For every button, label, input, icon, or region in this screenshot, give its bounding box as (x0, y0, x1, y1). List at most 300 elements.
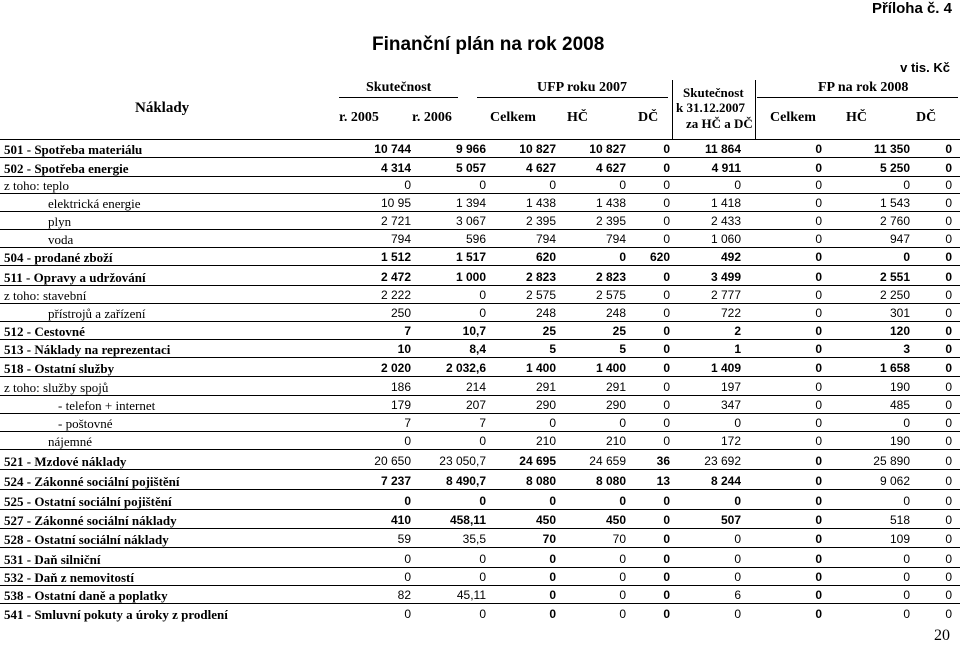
cell: 2 020 (380, 361, 411, 375)
table-row (0, 604, 960, 622)
cell: 0 (549, 178, 556, 192)
cell: 0 (663, 361, 670, 375)
cell: 0 (945, 552, 952, 566)
cell: 8,4 (469, 342, 486, 356)
cell: 10 827 (519, 142, 556, 156)
table-row (0, 472, 960, 490)
cell: 0 (945, 454, 952, 468)
cell: 0 (619, 570, 626, 584)
cell: 3 067 (455, 214, 486, 228)
cell: 8 244 (710, 474, 741, 488)
cell: 0 (549, 494, 556, 508)
cell: 2 823 (525, 270, 556, 284)
cell: 0 (815, 454, 822, 468)
header-celkem-fp: Celkem (770, 110, 816, 125)
cell: 24 659 (589, 454, 626, 468)
header-divider (339, 97, 458, 98)
cell: 0 (815, 288, 822, 302)
cell: 0 (549, 607, 556, 621)
cell: 0 (815, 270, 822, 284)
header-dc-ufp: DČ (638, 110, 659, 125)
page-number: 20 (934, 627, 950, 644)
cell: 5 (619, 342, 626, 356)
cell: 11 350 (873, 142, 910, 156)
cell: 2 777 (710, 288, 741, 302)
row-label: 513 - Náklady na reprezentaci (4, 342, 171, 357)
cell: 0 (734, 178, 741, 192)
cell: 0 (815, 361, 822, 375)
cell: 0 (734, 494, 741, 508)
table-row (0, 322, 960, 340)
cell: 10 95 (380, 196, 411, 210)
header-divider (672, 80, 673, 139)
cell: 0 (815, 342, 822, 356)
cell: 0 (479, 607, 486, 621)
cell: 0 (903, 552, 910, 566)
table-row (0, 530, 960, 548)
cell: 290 (535, 398, 556, 412)
cell: 0 (945, 607, 952, 621)
cell: 0 (945, 570, 952, 584)
cell: 13 (656, 474, 670, 488)
cell: 20 650 (374, 454, 411, 468)
cell: 120 (889, 324, 910, 338)
cell: 0 (479, 288, 486, 302)
table-row (0, 432, 960, 450)
header-ufp: UFP roku 2007 (537, 80, 627, 95)
cell: 0 (815, 306, 822, 320)
cell: 0 (663, 570, 670, 584)
cell: 0 (815, 494, 822, 508)
cell: 458,11 (449, 513, 486, 527)
cell: 0 (619, 416, 626, 430)
row-label: 504 - prodané zboží (4, 250, 113, 265)
row-label: z toho: teplo (4, 178, 69, 193)
cell: 0 (663, 588, 670, 602)
row-label: voda (48, 232, 74, 247)
cell: 794 (605, 232, 626, 246)
cell: 0 (945, 306, 952, 320)
table-row (0, 340, 960, 358)
header-divider (477, 97, 668, 98)
cell: 2 760 (879, 214, 910, 228)
table-row (0, 511, 960, 529)
cell: 0 (945, 142, 952, 156)
cell: 1 418 (710, 196, 741, 210)
cell: 0 (815, 214, 822, 228)
table-row (0, 550, 960, 568)
cell: 0 (619, 552, 626, 566)
cell: 0 (945, 513, 952, 527)
row-label: 511 - Opravy a udržování (4, 270, 146, 285)
cell: 0 (945, 324, 952, 338)
cell: 172 (720, 434, 741, 448)
cell: 794 (390, 232, 411, 246)
cell: 0 (663, 398, 670, 412)
cell: 450 (535, 513, 556, 527)
header-skutecnost-2007-l1: Skutečnost (683, 85, 744, 100)
cell: 59 (397, 532, 411, 546)
cell: 0 (815, 161, 822, 175)
header-celkem-ufp: Celkem (490, 110, 536, 125)
cell: 0 (663, 178, 670, 192)
cell: 291 (535, 380, 556, 394)
cell: 0 (815, 513, 822, 527)
row-label: 528 - Ostatní sociální náklady (4, 532, 169, 547)
cell: 0 (549, 570, 556, 584)
cell: 410 (390, 513, 411, 527)
cell: 3 (903, 342, 910, 356)
cell: 794 (535, 232, 556, 246)
cell: 0 (945, 342, 952, 356)
cell: 1 000 (455, 270, 486, 284)
cell: 0 (734, 570, 741, 584)
cell: 507 (720, 513, 741, 527)
cell: 0 (815, 532, 822, 546)
cell: 4 314 (380, 161, 411, 175)
cell: 0 (663, 434, 670, 448)
table-row (0, 268, 960, 286)
cell: 2 433 (710, 214, 741, 228)
cell: 0 (903, 250, 910, 264)
cell: 0 (945, 214, 952, 228)
row-label: 518 - Ostatní služby (4, 361, 115, 376)
cell: 0 (479, 306, 486, 320)
cell: 290 (605, 398, 626, 412)
cell: 0 (734, 552, 741, 566)
cell: 197 (720, 380, 741, 394)
row-label: nájemné (48, 434, 93, 449)
cell: 36 (656, 454, 670, 468)
cell: 0 (903, 570, 910, 584)
cell: 0 (815, 178, 822, 192)
cell: 2 032,6 (445, 361, 486, 375)
table-row (0, 414, 960, 432)
cell: 0 (945, 474, 952, 488)
cell: 518 (889, 513, 910, 527)
header-hc-fp: HČ (846, 110, 867, 125)
cell: 0 (479, 570, 486, 584)
cell: 70 (542, 532, 556, 546)
cell: 207 (465, 398, 486, 412)
cell: 7 (404, 324, 411, 338)
cell: 0 (619, 588, 626, 602)
cell: 8 080 (525, 474, 556, 488)
table-row (0, 304, 960, 322)
cell: 1 438 (595, 196, 626, 210)
cell: 8 490,7 (445, 474, 486, 488)
cell: 4 911 (711, 161, 741, 175)
cell: 0 (945, 588, 952, 602)
row-label: 521 - Mzdové náklady (4, 454, 127, 469)
cell: 0 (903, 178, 910, 192)
cell: 8 080 (595, 474, 626, 488)
row-label: 527 - Zákonné sociální náklady (4, 513, 177, 528)
row-label: 501 - Spotřeba materiálu (4, 142, 143, 157)
cell: 0 (945, 380, 952, 394)
cell: 0 (404, 178, 411, 192)
cell: 0 (945, 232, 952, 246)
cell: 0 (945, 196, 952, 210)
table-row (0, 286, 960, 304)
cell: 9 062 (879, 474, 910, 488)
cell: 1 400 (595, 361, 626, 375)
header-dc-fp: DČ (916, 110, 937, 125)
table-row (0, 159, 960, 177)
cell: 620 (649, 250, 670, 264)
cell: 0 (815, 607, 822, 621)
cell: 250 (390, 306, 411, 320)
cell: 1 543 (879, 196, 910, 210)
cell: 0 (663, 232, 670, 246)
cell: 0 (815, 416, 822, 430)
cell: 0 (945, 178, 952, 192)
cell: 0 (404, 494, 411, 508)
cell: 0 (815, 142, 822, 156)
cell: 0 (815, 196, 822, 210)
cell: 0 (734, 607, 741, 621)
cell: 1 512 (380, 250, 411, 264)
cell: 5 (549, 342, 556, 356)
row-label: z toho: služby spojů (4, 380, 109, 395)
cell: 2 (734, 324, 741, 338)
cell: 2 551 (879, 270, 910, 284)
cell: 0 (903, 416, 910, 430)
cell: 109 (889, 532, 910, 546)
cell: 0 (945, 288, 952, 302)
cell: 450 (605, 513, 626, 527)
cell: 1 658 (879, 361, 910, 375)
cell: 485 (889, 398, 910, 412)
cell: 0 (549, 588, 556, 602)
header-hc-ufp: HČ (567, 110, 588, 125)
cell: 0 (619, 494, 626, 508)
cell: 190 (889, 380, 910, 394)
cell: 0 (663, 380, 670, 394)
table-row (0, 492, 960, 510)
table-row (0, 194, 960, 212)
cell: 210 (535, 434, 556, 448)
cell: 2 395 (525, 214, 556, 228)
row-label: - poštovné (58, 416, 113, 431)
cell: 0 (619, 607, 626, 621)
cell: 1 517 (455, 250, 486, 264)
cell: 0 (663, 288, 670, 302)
header-skutecnost-2007-l3: za HČ a DČ (686, 116, 753, 131)
cell: 1 438 (525, 196, 556, 210)
cell: 0 (815, 474, 822, 488)
row-label: z toho: stavební (4, 288, 87, 303)
cell: 45,11 (456, 588, 486, 602)
cell: 70 (612, 532, 626, 546)
cell: 3 499 (710, 270, 741, 284)
cell: 0 (479, 178, 486, 192)
cell: 947 (889, 232, 910, 246)
cell: 5 250 (879, 161, 910, 175)
cell: 0 (404, 607, 411, 621)
cell: 0 (945, 250, 952, 264)
row-label: 541 - Smluvní pokuty a úroky z prodlení (4, 607, 228, 622)
cell: 0 (479, 434, 486, 448)
header-skutecnost-2007-l2: k 31.12.2007 (676, 100, 745, 115)
cell: 0 (663, 270, 670, 284)
cell: 6 (734, 588, 741, 602)
cell: 0 (815, 434, 822, 448)
header-divider (757, 97, 958, 98)
table-row (0, 140, 960, 158)
cell: 9 966 (455, 142, 486, 156)
cell: 10 827 (589, 142, 626, 156)
unit-label: v tis. Kč (900, 60, 950, 75)
cell: 0 (404, 552, 411, 566)
cell: 35,5 (462, 532, 486, 546)
header-naklady: Náklady (135, 100, 190, 116)
cell: 0 (479, 494, 486, 508)
cell: 7 (404, 416, 411, 430)
cell: 0 (549, 416, 556, 430)
table-row (0, 248, 960, 266)
cell: 10,7 (462, 324, 486, 338)
page-title: Finanční plán na rok 2008 (372, 34, 605, 55)
appendix-label: Příloha č. 4 (871, 0, 952, 17)
cell: 0 (815, 570, 822, 584)
cell: 0 (479, 552, 486, 566)
cell: 0 (945, 494, 952, 508)
header-r2006: r. 2006 (412, 110, 452, 125)
cell: 347 (720, 398, 741, 412)
cell: 4 627 (525, 161, 556, 175)
cell: 2 395 (595, 214, 626, 228)
cell: 1 409 (710, 361, 741, 375)
cell: 0 (815, 588, 822, 602)
cell: 2 575 (595, 288, 626, 302)
cell: 0 (663, 324, 670, 338)
cell: 0 (663, 214, 670, 228)
cell: 596 (465, 232, 486, 246)
table-row (0, 176, 960, 194)
cell: 0 (815, 324, 822, 338)
cell: 10 744 (374, 142, 411, 156)
header-divider (755, 80, 756, 139)
cell: 722 (720, 306, 741, 320)
cell: 0 (663, 142, 670, 156)
cell: 2 823 (595, 270, 626, 284)
cell: 210 (605, 434, 626, 448)
cell: 23 692 (704, 454, 741, 468)
cell: 10 (397, 342, 411, 356)
cell: 0 (663, 196, 670, 210)
cell: 179 (390, 398, 411, 412)
cell: 0 (815, 398, 822, 412)
cell: 0 (945, 161, 952, 175)
cell: 0 (903, 494, 910, 508)
row-label: 532 - Daň z nemovitostí (4, 570, 134, 585)
cell: 0 (663, 552, 670, 566)
cell: 0 (663, 494, 670, 508)
cell: 23 050,7 (439, 454, 486, 468)
table-row (0, 452, 960, 470)
cell: 0 (734, 416, 741, 430)
header-skutecnost: Skutečnost (366, 80, 432, 95)
table-row (0, 230, 960, 248)
cell: 0 (945, 361, 952, 375)
cell: 0 (663, 342, 670, 356)
cell: 0 (663, 161, 670, 175)
cell: 25 890 (873, 454, 910, 468)
cell: 1 060 (710, 232, 741, 246)
cell: 0 (619, 178, 626, 192)
cell: 25 (542, 324, 556, 338)
row-label: 531 - Daň silniční (4, 552, 101, 567)
cell: 248 (605, 306, 626, 320)
cell: 2 250 (879, 288, 910, 302)
cell: 0 (815, 552, 822, 566)
cell: 2 721 (380, 214, 411, 228)
cell: 190 (889, 434, 910, 448)
cell: 0 (815, 250, 822, 264)
cell: 11 864 (704, 142, 741, 156)
cell: 248 (535, 306, 556, 320)
table-row (0, 359, 960, 377)
cell: 0 (815, 232, 822, 246)
row-label: - telefon + internet (58, 398, 156, 413)
cell: 82 (397, 588, 411, 602)
row-label: přístrojů a zařízení (48, 306, 146, 321)
cell: 0 (945, 434, 952, 448)
cell: 0 (619, 250, 626, 264)
cell: 24 695 (519, 454, 556, 468)
cell: 0 (815, 380, 822, 394)
cell: 1 400 (525, 361, 556, 375)
table-row (0, 212, 960, 230)
cell: 0 (945, 416, 952, 430)
table-row (0, 378, 960, 396)
cell: 0 (663, 607, 670, 621)
row-label: elektrická energie (48, 196, 141, 211)
header-r2005: r. 2005 (339, 110, 379, 125)
cell: 0 (663, 416, 670, 430)
row-label: 525 - Ostatní sociální pojištění (4, 494, 172, 509)
cell: 0 (663, 532, 670, 546)
cell: 2 222 (380, 288, 411, 302)
cell: 0 (945, 398, 952, 412)
cell: 291 (605, 380, 626, 394)
cell: 0 (903, 588, 910, 602)
cell: 2 575 (525, 288, 556, 302)
cell: 301 (889, 306, 910, 320)
cell: 2 472 (380, 270, 411, 284)
table-row (0, 396, 960, 414)
cell: 492 (720, 250, 741, 264)
cell: 0 (903, 607, 910, 621)
cell: 0 (734, 532, 741, 546)
cell: 4 627 (595, 161, 626, 175)
table-row (0, 586, 960, 604)
cell: 0 (945, 270, 952, 284)
row-label: 524 - Zákonné sociální pojištění (4, 474, 180, 489)
cell: 0 (663, 513, 670, 527)
table-row (0, 568, 960, 586)
cell: 0 (404, 434, 411, 448)
row-label: 538 - Ostatní daně a poplatky (4, 588, 168, 603)
cell: 0 (404, 570, 411, 584)
cell: 7 237 (380, 474, 411, 488)
cell: 0 (945, 532, 952, 546)
header-fp: FP na rok 2008 (818, 80, 909, 95)
cell: 214 (465, 380, 486, 394)
cell: 0 (549, 552, 556, 566)
cell: 1 394 (455, 196, 486, 210)
